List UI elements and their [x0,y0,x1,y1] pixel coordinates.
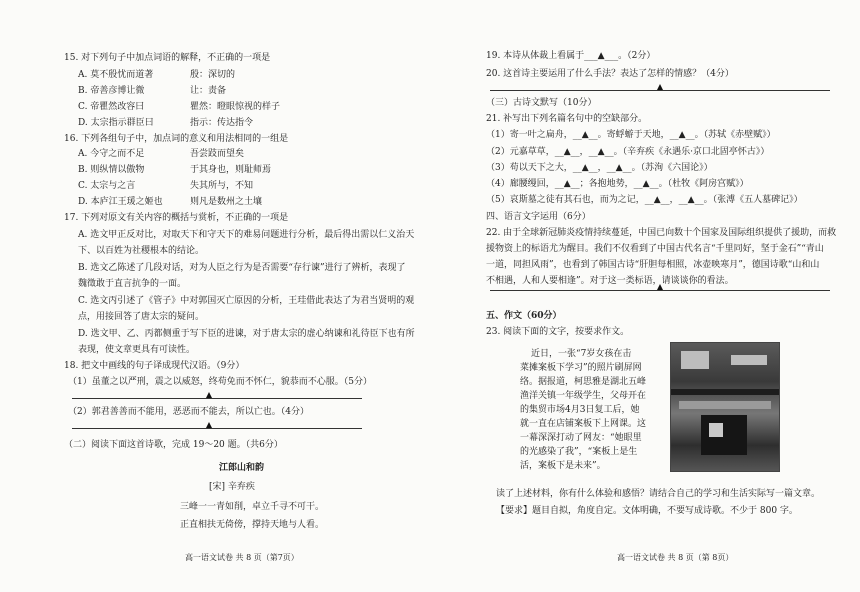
q16-stem: 16. 下列各组句子中，加点词的意义和用法相同的一组是 [64,134,289,144]
q18-stem: 18. 把文中画线的句子译成现代汉语。（9分） [64,361,245,371]
q17-b-line2: 魏徵敢于直言抗争的一面。 [78,279,187,289]
q23-stem: 23. 阅读下面的文字，按要求作文。 [486,327,630,337]
passage-line-3: 络。据报道，柯思雅是湖北五峰 [520,377,647,387]
q17-c-line2: 点，用接回答了唐太宗的疑问。 [78,312,205,322]
q16-option-b: B. 则纵情以傲物 于其身也，则耻师焉 [78,165,272,175]
passage-line-6: 就一直在店铺案板下上网课。这 [520,419,647,429]
passage-line-8: 的光感染了我”，“案板上是生 [520,447,638,457]
poem-line-2: 正直相扶无倚傍，撑持天地与人看。 [180,520,325,530]
q17-a-line1: A. 选文甲正反对比，对取天下和守天下的难易问题进行分析，最后得出需以仁义治天 [78,230,415,240]
q15-option-c: C. 帝瞿然改容曰 瞿然：瞪眼惊视的样子 [78,102,281,112]
passage-line-9: 活，案板下是未来”。 [520,461,606,471]
q17-stem: 17. 下列对原文有关内容的概括与赏析，不正确的一项是 [64,213,289,223]
q16-option-c: C. 太宗与之言 失其所与，不知 [78,181,254,191]
q22-line3: 一道，同担风雨”，也看到了韩国古诗“肝胆每相照，冰壶映寒月”，德国诗歌“山和山 [486,260,820,270]
q17-c-line1: C. 选文丙引述了《管子》中对郭国灭亡原因的分析，王珪借此表达了为君当贤明的观 [78,296,415,306]
q17-a-line2: 下、以百姓为社稷根本的结论。 [78,246,205,256]
q15-option-b: B. 帝善彦博让微 让：责备 [78,86,227,96]
q18-sentence2: （2）郭君善善而不能用，恶恶而不能去，所以亡也。（4分） [68,407,309,417]
section-5-heading: 五、作文（60分） [486,311,562,321]
q21-item-2: （2）元嘉草草，__▲__，__▲__。（辛弃疾《永遇乐·京口北固亭怀古》） [486,147,770,157]
q18-sentence1: （1）虽董之以严刑，震之以威怒，终苟免而不怀仁，貌恭而不心服。（5分） [68,377,372,387]
passage-line-5: 的集贸市场4月3日复工后，她 [520,405,640,415]
q22-answer-line[interactable] [490,290,830,291]
q18-answer-line2[interactable] [72,428,362,429]
passage-line-7: 一幕深深打动了网友：“她眼里 [520,433,642,443]
q21-item-3: （3）苟以天下之大，__▲__，__▲__。（苏洵《六国论》） [486,163,713,173]
passage-line-2: 菜摊案板下学习”的照片刷屏网 [520,363,642,373]
poem-author: [宋] 辛弃疾 [209,482,255,492]
q22-line2: 援物资上的标语尤为醒目。我们不仅看到了中国古代名言“千里同好，坚于金石”“青山 [486,244,824,254]
passage-line-4: 渔洋关镇一年级学生，父母开在 [520,391,647,401]
writing-requirements: 【要求】题目自拟，角度自定。文体明确，不要写成诗歌。不少于 800 字。 [496,506,798,516]
q21-stem: 21. 补写出下列名篇名句中的空缺部分。 [486,114,648,124]
q18-answer-line1[interactable] [72,398,362,399]
section-4-heading: 四、语言文字运用（6分） [486,212,591,222]
q21-item-5: （5）哀斯墓之徒有其石也，而为之记，__▲__，__▲__。（张溥《五人墓碑记》） [486,195,803,205]
q20-answer-line[interactable] [490,90,830,91]
q16-option-a: A. 今守之而不足 吾尝跂而望矣 [78,149,245,159]
passage-line-1: 近日，一张“7岁女孩在击 [531,349,632,359]
q22-line1: 22. 由于全球新冠肺炎疫情持续蔓延，中国已向数十个国家及国际组织提供了援助，而救 [486,228,837,238]
right-page-footer: 高一语文试卷 共 8 页（第 8页） [617,553,734,562]
news-photo [670,342,780,472]
section-2-heading: （二）阅读下面这首诗歌，完成 19～20 题。（共6分） [64,440,283,450]
q16-option-d: D. 本庐江王瑗之姬也 则凡是数州之土壤 [78,197,263,207]
q17-d-line2: 表现，使文章更具有可读性。 [78,345,196,355]
q15-option-d: D. 太宗指示群臣曰 指示：传达指令 [78,118,254,128]
q19: 19. 本诗从体裁上看属于___▲___。（2分） [486,51,656,61]
q22-line4: 不相遇，人和人要相逢”。对于这一类标语，请谈谈你的看法。 [486,276,734,286]
q15-stem: 15. 对下列句子中加点词语的解释，不正确的一项是 [64,53,271,63]
q17-d-line1: D. 选文甲、乙、丙都侧重于写下臣的进谏，对于唐太宗的虚心纳谏和礼待臣下也有所 [78,329,415,339]
writing-prompt: 读了上述材料，你有什么体验和感悟？请结合自己的学习和生活实际写一篇文章。 [496,489,821,499]
q20: 20. 这首诗主要运用了什么手法？表达了怎样的情感？（4分） [486,69,734,79]
poem-title: 江郎山和韵 [219,463,265,473]
left-page-footer: 高一语文试卷 共 8 页（第7页） [185,553,299,562]
poem-line-1: 三峰一一青如削，卓立千寻不可干。 [180,502,325,512]
section-3-heading: （三）古诗文默写（10分） [486,98,597,108]
q21-item-4: （4）廊腰缦回，__▲__；各抱地势，__▲__。（杜牧《阿房宫赋》） [486,179,749,189]
q17-b-line1: B. 选文乙陈述了几段对话，对为人臣之行为是否需要“存行谏”进行了辨析，表现了 [78,263,406,273]
q15-option-a: A. 莫不殷忧而道著 殷：深切的 [78,70,236,80]
q21-item-1: （1）寄一叶之扁舟，__▲__。寄蜉蝣于天地，__▲__。（苏轼《赤壁赋》） [486,130,776,140]
